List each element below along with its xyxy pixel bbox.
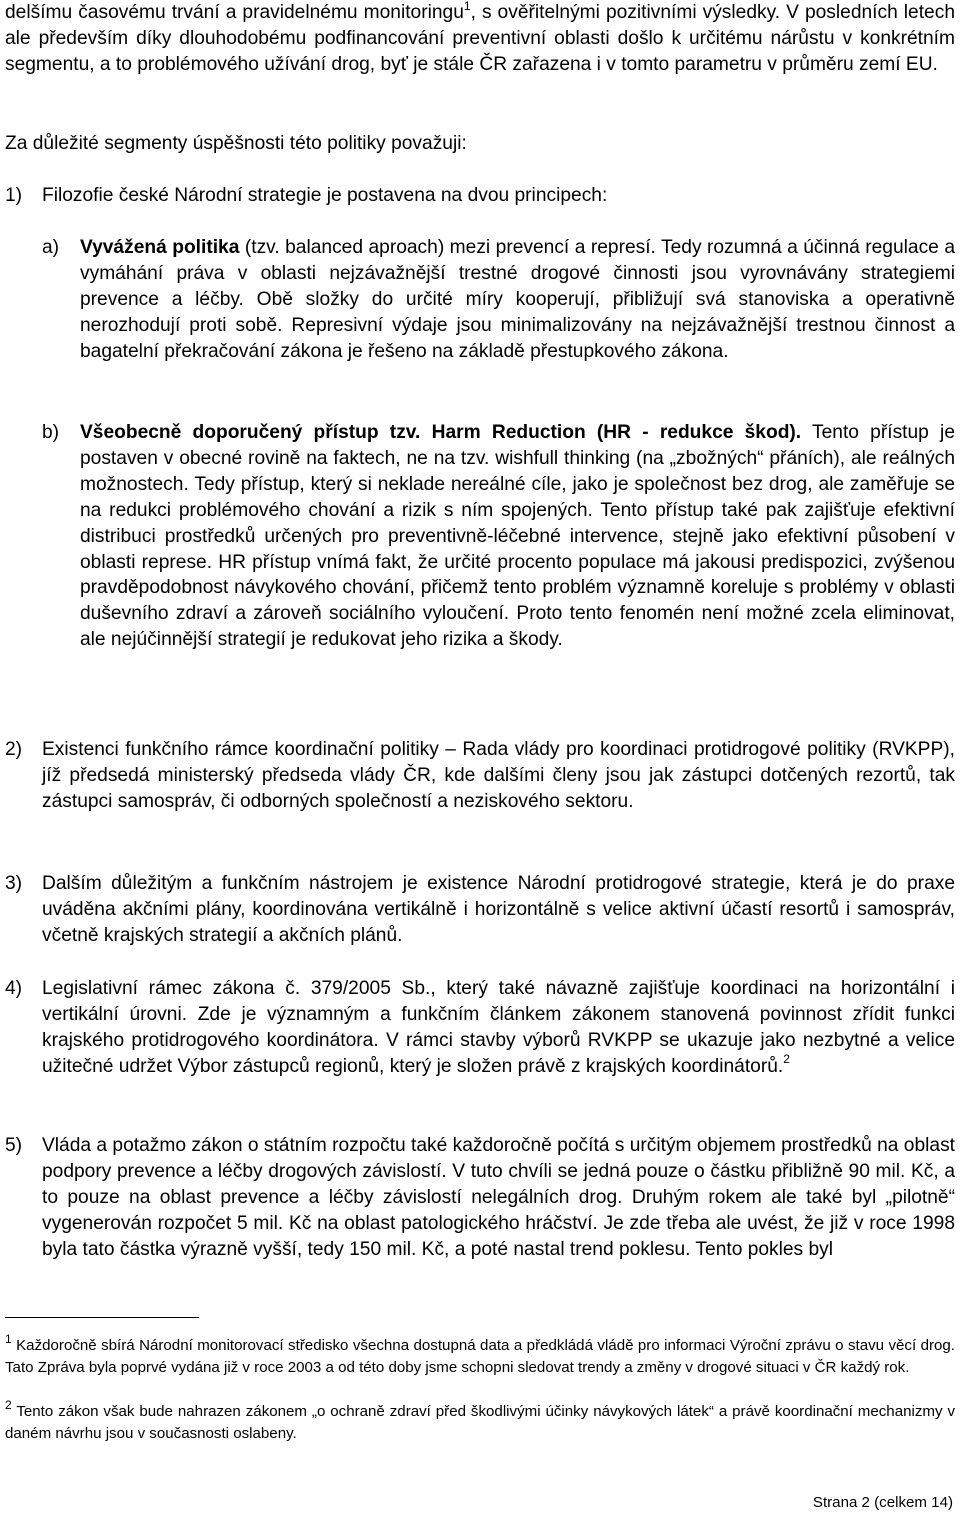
list-item-text: Filozofie české Národní strategie je postavena na dvou principech: (42, 185, 608, 206)
list-item-number: 5) (5, 1135, 23, 1156)
sub-item-body: (tzv. balanced aproach) mezi prevencí a represí. Tedy rozumná a účinná regulace a vymáhání práva v oblasti nejzávažnější trestné drogové činnosti jsou vyrovnávány strategiemi prevence a léčby. Obě složky do určité míry kooperují, přibližují svá stanoviska a operativně nerozhodují proti sobě. Represivní výdaje jsou minimalizovány na nejzávažnější trestnou činnost a bagatelní překračování zákona je řešeno na základě přestupkového zákona. (80, 237, 955, 362)
list-item-text (42, 976, 955, 1080)
sub-item-letter: a) (42, 237, 60, 258)
footnote-1 (5, 1331, 955, 1380)
list-item-3 (5, 871, 955, 949)
footnote-separator (5, 1317, 199, 1318)
list-item-body: Legislativní rámec zákona č. 379/2005 Sb., který také návazně zajišťuje koordinaci na horizontální i vertikální úrovni. Zde je významným a funkčním článkem zákonem stanovená povinnost zřídit funkci krajského protidrogového koordinátora. V rámci stavby výborů RVKPP se ukazuje jako nezbytné a velice užitečné udržet Výbor zástupců regionů, který je složen právě z krajských koordinátorů. (42, 978, 955, 1077)
list-item-text: Dalším důležitým a funkčním nástrojem je existence Národní protidrogové strategie, která je do praxe uváděna akčními plány, koordinována vertikálně i horizontálně s velice aktivní účastí resortů i samospráv, včetně krajských strategií a akčních plánů. (42, 873, 955, 946)
footnote-ref-1[interactable]: 1 (463, 0, 471, 13)
intro-text-b: , s ověřitelnými pozitivními výsledky. V posledních letech ale především díky dlouhodobému podfinancování preventivní oblasti došlo k určitému nárůstu v konkrétním segmentu, a to problémového užívání drog, byť je stále ČR zařazena i v tomto parametru v průměru zemí EU. (5, 2, 955, 75)
list-item-4 (5, 976, 955, 1080)
intro-text-a: delšímu časovému trvání a pravidelnému monitoringu (5, 2, 464, 23)
list-item-2 (5, 737, 955, 815)
footnote-mark: 1 (5, 1331, 12, 1346)
intro-paragraph (5, 0, 955, 78)
footnote-text: Každoročně sbírá Národní monitorovací středisko všechna dostupná data a předkládá vládě pro informaci Výroční zprávu o stavu věcí drog. Tato Zpráva byla poprvé vydána již v roce 2003 a od této doby jsme schopni sledovat trendy a změny v drogové situaci v ČR každý rok. (5, 1337, 955, 1377)
list-item-number: 2) (5, 739, 23, 760)
sub-item-b (42, 420, 955, 653)
lead-sentence: Za důležité segmenty úspěšnosti této politiky považuji: (5, 133, 467, 154)
footnote-2 (5, 1397, 955, 1446)
sub-item-a (42, 235, 955, 365)
sub-item-bold-term: Vyvážená politika (80, 237, 240, 258)
footnote-mark: 2 (5, 1397, 12, 1412)
sub-item-text (80, 420, 955, 653)
list-item-number: 3) (5, 873, 23, 894)
list-item-text: Existenci funkčního rámce koordinační politiky – Rada vlády pro koordinaci protidrogové politiky (RVKPP), jíž předsedá ministerský předseda vlády ČR, kde dalšími členy jsou jak zástupci dotčených rezortů, tak zástupci samospráv, či odborných společností a neziskového sektoru. (42, 739, 955, 812)
sub-item-letter: b) (42, 422, 60, 443)
page-number: Strana 2 (celkem 14) (812, 1494, 953, 1511)
footnote-text: Tento zákon však bude nahrazen zákonem „o ochraně zdraví před škodlivými účinky návykových látek“ a právě koordinační mechanizmy v daném návrhu jsou v současnosti oslabeny. (5, 1403, 955, 1443)
sub-item-body: Tento přístup je postaven v obecné rovině na faktech, ne na tzv. wishfull thinking (na „zbožných“ přáních), ale reálných možnostech. Tedy přístup, který si neklade nereálné cíle, jako je společnost bez drog, ale zaměřuje se na redukci problémového chování a rizik s ním spojených. Tento přístup také pak zajišťuje efektivní distribuci prostředků určených pro preventivně-léčebné intervence, stejně jako efektivní působení v oblasti represe. HR přístup vnímá fakt, že určité procento populace má jakousi predispozici, zvýšenou pravděpodobnost návykového chování, přičemž tento problém významně koreluje s problémy v oblasti duševního zdraví a zároveň sociálního vyloučení. Proto tento fenomén není možné zcela eliminovat, ale nejúčinnější strategií je redukovat jeho rizika a škody. (80, 422, 955, 651)
list-item-5 (5, 1133, 955, 1263)
sub-item-text (80, 235, 955, 365)
list-item-number: 4) (5, 978, 23, 999)
footnote-ref-2[interactable]: 2 (783, 1052, 790, 1067)
list-item-text: Vláda a potažmo zákon o státním rozpočtu také každoročně počítá s určitým objemem prostředků na oblast podpory prevence a léčby drogových závislostí. V tuto chvíli se jedná pouze o částku přibližně 90 mil. Kč, a to pouze na oblast prevence a léčby závislostí nelegálních drog. Druhým rokem ale také byl „pilotně“ vygenerován rozpočet 5 mil. Kč na oblast patologického hráčství. Je zde třeba ale uvést, že již v roce 1998 byla tato částka výrazně vyšší, tedy 150 mil. Kč, a poté nastal trend poklesu. Tento pokles byl (42, 1135, 955, 1260)
list-item-1 (5, 183, 955, 209)
sub-item-bold-term: Všeobecně doporučený přístup tzv. Harm Reduction (HR - redukce škod). (80, 422, 802, 443)
list-item-number: 1) (5, 185, 23, 206)
